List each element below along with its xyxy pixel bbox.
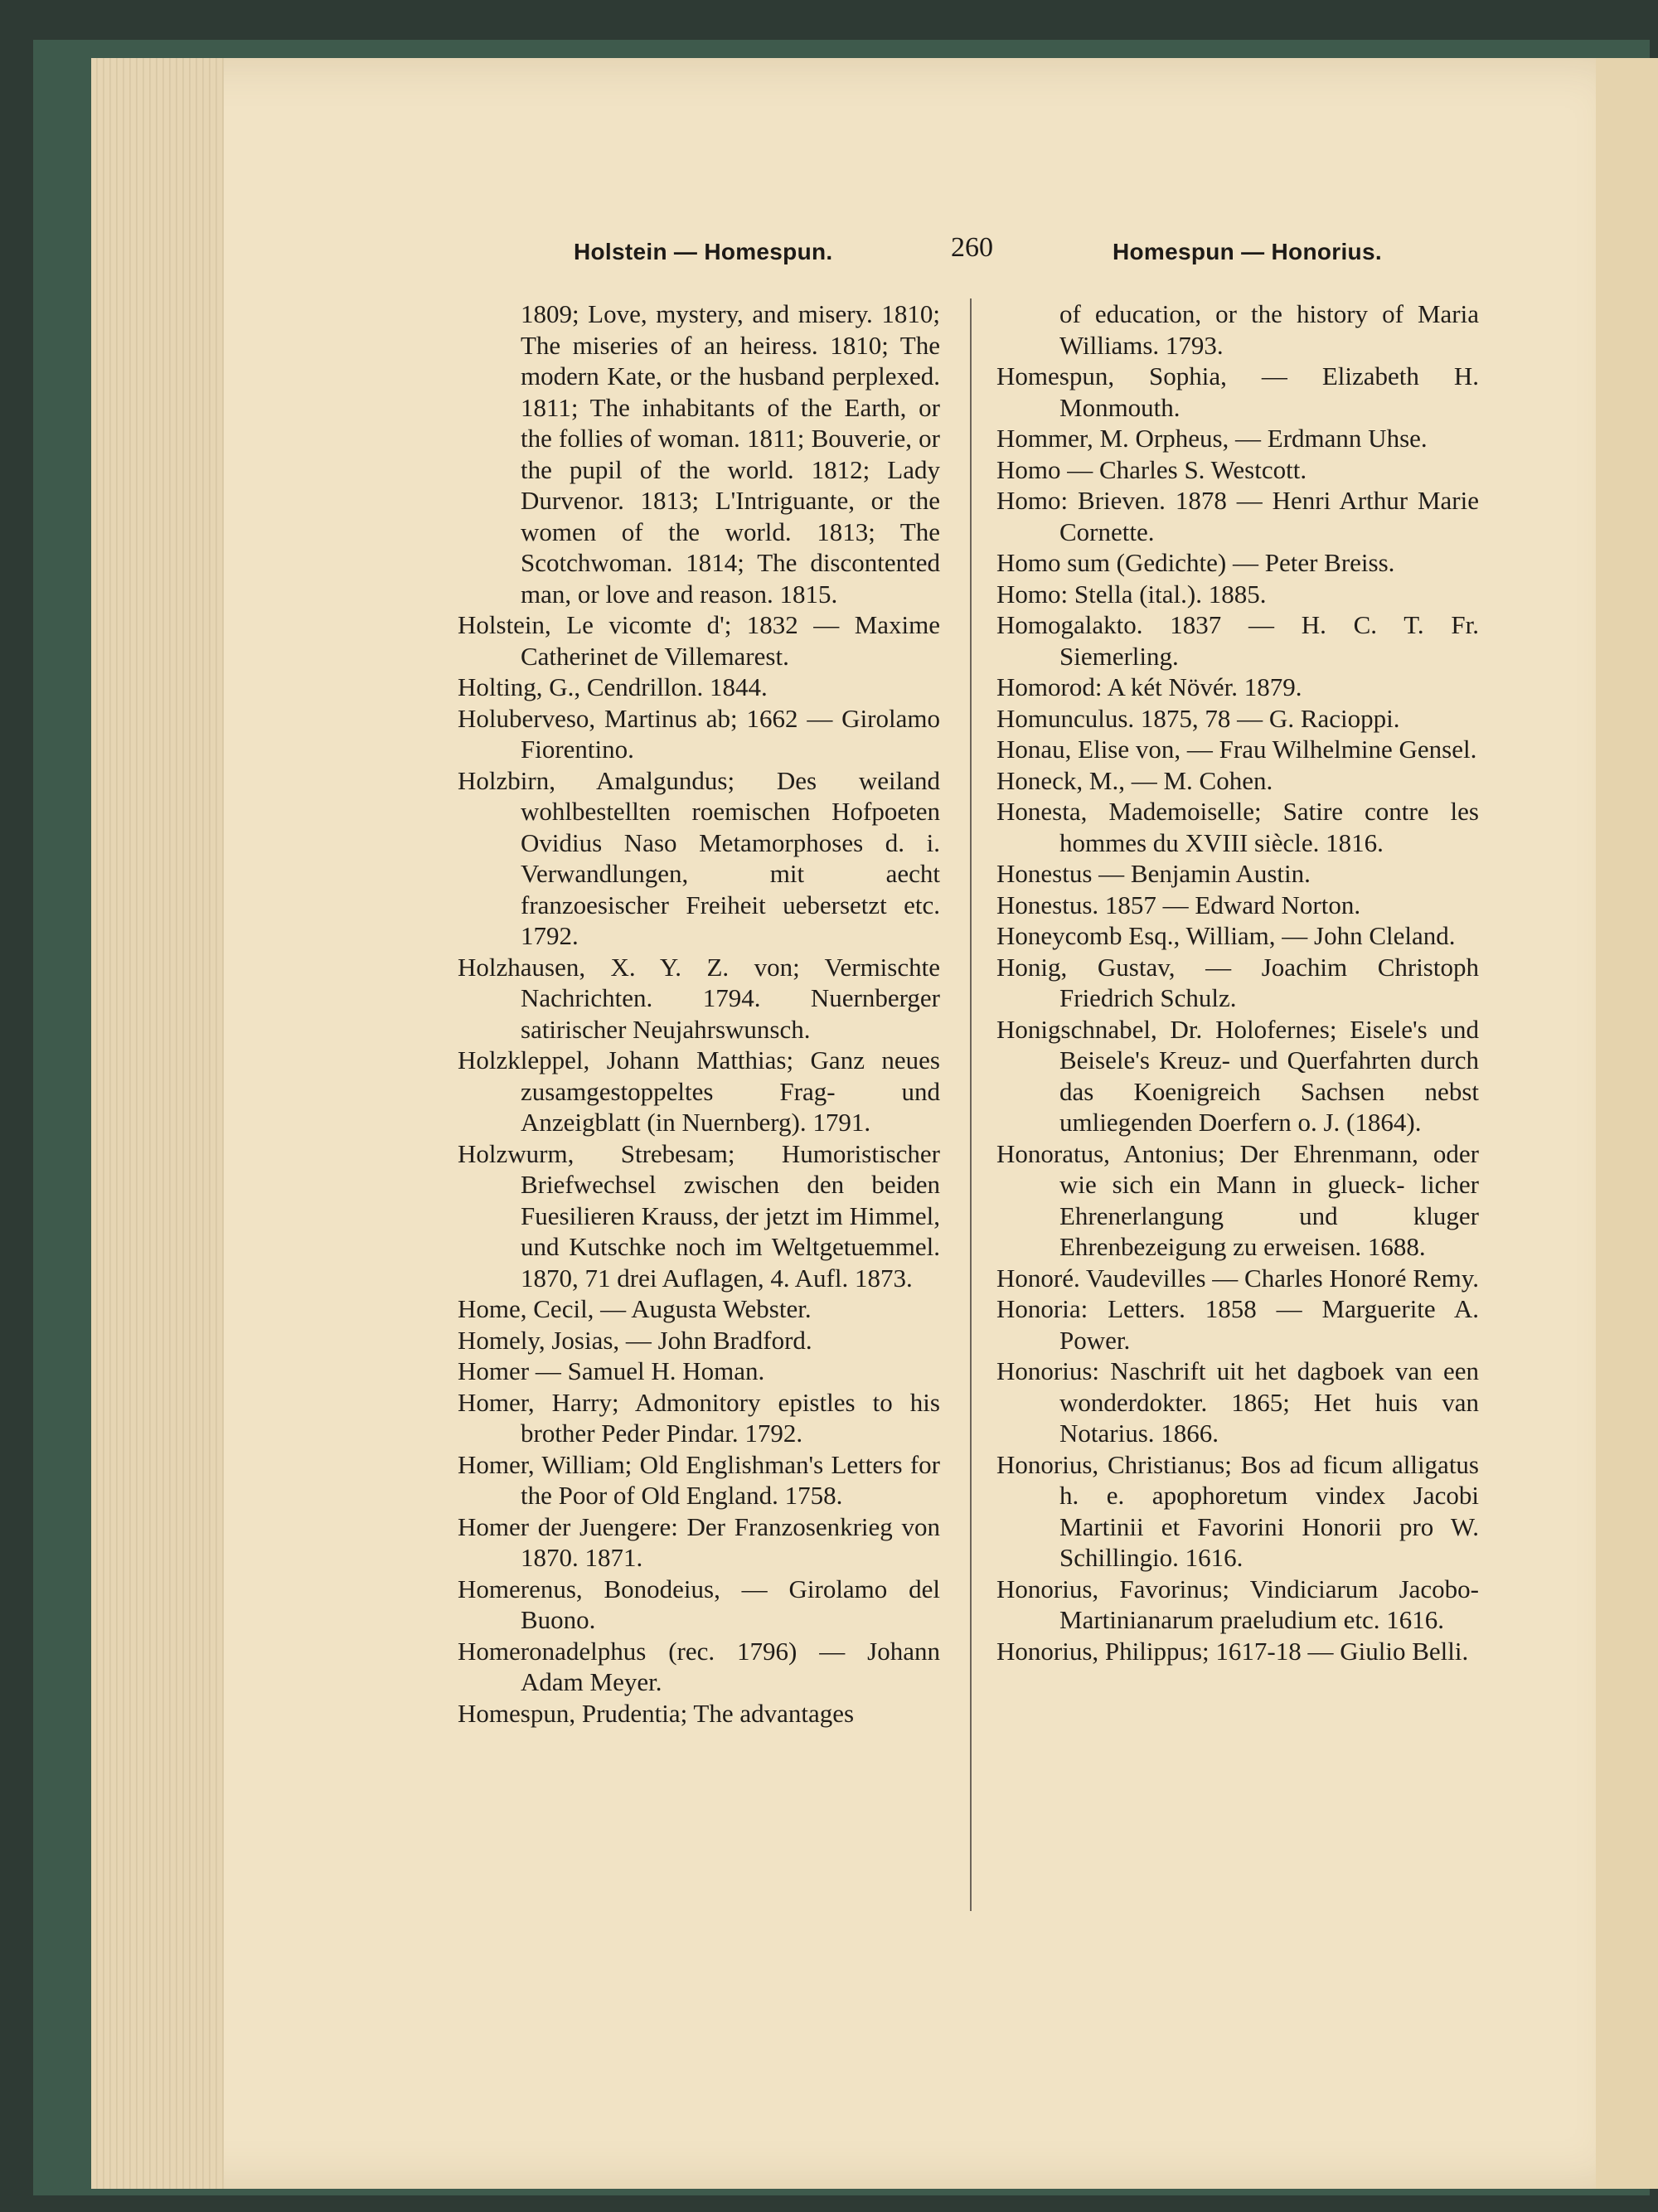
entry: Homogalakto. 1837 — H. C. T. Fr. Siemerling. <box>996 610 1479 671</box>
entry: Honoratus, Antonius; Der Ehrenmann, oder wie sich ein Mann in glueck- licher Ehrenerlangung und kluger Ehrenbezeigung zu erweisen. 1688. <box>996 1138 1479 1261</box>
entry: Honeck, M., — M. Cohen. <box>996 765 1273 795</box>
entry: Honoria: Letters. 1858 — Marguerite A. Power. <box>996 1294 1479 1355</box>
entry: Honorius: Naschrift uit het dagboek van een wonderdokter. 1865; Het huis van Notarius. 1866. <box>996 1356 1479 1448</box>
right-page-edge <box>1596 58 1658 2189</box>
entry: Holzhausen, X. Y. Z. von; Vermischte Nachrichten. 1794. Nuernberger satirischer Neujahrswunsch. <box>458 952 940 1044</box>
entry: Homer — Samuel H. Homan. <box>458 1356 765 1385</box>
entry: Homely, Josias, — John Bradford. <box>458 1325 812 1355</box>
entry-continuation: of education, or the history of Maria Williams. 1793. <box>1059 299 1479 360</box>
entry: Homeronadelphus (rec. 1796) — Johann Adam Meyer. <box>458 1636 940 1696</box>
entry: Holting, G., Cendrillon. 1844. <box>458 672 768 701</box>
entry: Holuberveso, Martinus ab; 1662 — Girolamo Fiorentino. <box>458 703 940 764</box>
entry: Honeycomb Esq., William, — John Cleland. <box>996 921 1456 950</box>
entry: Homespun, Prudentia; The advantages <box>458 1698 855 1728</box>
page-number: 260 <box>951 232 993 263</box>
running-head-right: Homespun — Honorius. <box>1113 239 1382 264</box>
entry: Holzbirn, Amalgundus; Des weiland wohlbestellten roemischen Hofpoeten Ovidius Naso Metamorphoses d. i. Verwandlungen, mit aecht franzoesischer Freiheit uebersetzt etc. 1792. <box>458 765 940 950</box>
entry: Honesta, Mademoiselle; Satire contre les hommes du XVIII siècle. 1816. <box>996 797 1479 857</box>
entry: Homo: Brieven. 1878 — Henri Arthur Marie Cornette. <box>996 486 1479 546</box>
entry: Homer, Harry; Admonitory epistles to his brother Peder Pindar. 1792. <box>458 1387 940 1448</box>
entry: Holstein, Le vicomte d'; 1832 — Maxime Catherinet de Villemarest. <box>458 610 940 671</box>
entry: Hommer, M. Orpheus, — Erdmann Uhse. <box>996 424 1428 453</box>
entry: Honestus. 1857 — Edward Norton. <box>996 890 1361 919</box>
entry: Homespun, Sophia, — Elizabeth H. Monmouth. <box>996 361 1479 422</box>
entry: Honig, Gustav, — Joachim Christoph Friedrich Schulz. <box>996 952 1479 1012</box>
entry: Holzwurm, Strebesam; Humoristischer Briefwechsel zwischen den beiden Fuesilieren Krauss, der jetzt im Himmel, und Kutschke noch im Weltgetuemmel. 1870, 71 drei Auflagen, 4. Aufl. 1873. <box>458 1138 940 1293</box>
entry: Homerenus, Bonodeius, — Girolamo del Buono. <box>458 1574 940 1634</box>
running-head-left: Holstein — Homespun. <box>574 239 833 264</box>
entry: Homer, William; Old Englishman's Letters for the Poor of Old England. 1758. <box>458 1449 940 1510</box>
entry-continuation: 1809; Love, mystery, and misery. 1810; The miseries of an heiress. 1810; The modern Kate, or the husband perplexed. 1811; The inhabitants of the Earth, or the follies of woman. 1811; Bouverie, or the pupil of the world. 1812; Lady Durvenor. 1813; L'Intriguante, or the women of the world. 1813; The Scotchwoman. 1814; The discontented man, or love and reason. 1815. <box>521 299 940 609</box>
entry: Honorius, Favorinus; Vindiciarum Jacobo-Martinianarum praeludium etc. 1616. <box>996 1574 1479 1634</box>
entry: Homo — Charles S. Westcott. <box>996 454 1307 484</box>
entry: Homo: Stella (ital.). 1885. <box>996 579 1267 609</box>
entry: Honorius, Christianus; Bos ad ficum alligatus h. e. apophoretum vindex Jacobi Martinii et Favorini Honorii pro W. Schillingio. 1616. <box>996 1449 1479 1572</box>
entry: Homo sum (Gedichte) — Peter Breiss. <box>996 548 1395 577</box>
entry: Honau, Elise von, — Frau Wilhelmine Gensel. <box>996 735 1477 764</box>
entry: Home, Cecil, — Augusta Webster. <box>458 1294 812 1323</box>
entry: Honigschnabel, Dr. Holofernes; Eisele's und Beisele's Kreuz- und Querfahrten durch das Koenigreich Sachsen nebst umliegenden Doerfern o. J. (1864). <box>996 1014 1479 1137</box>
entry: Homorod: A két Növér. 1879. <box>996 672 1302 701</box>
page-edges-gutter <box>91 58 224 2189</box>
column-divider <box>970 298 972 1911</box>
entry: Homunculus. 1875, 78 — G. Racioppi. <box>996 703 1400 733</box>
entry: Honorius, Philippus; 1617-18 — Giulio Belli. <box>996 1636 1469 1666</box>
entry: Homer der Juengere: Der Franzosenkrieg von 1870. 1871. <box>458 1511 940 1572</box>
entry: Honoré. Vaudevilles — Charles Honoré Remy. <box>996 1263 1479 1293</box>
entry: Holzkleppel, Johann Matthias; Ganz neues zusamgestoppeltes Frag- und Anzeigblatt (in Nuernberg). 1791. <box>458 1045 940 1137</box>
entry: Honestus — Benjamin Austin. <box>996 859 1311 888</box>
left-column <box>458 298 940 1729</box>
right-column <box>996 298 1479 1666</box>
